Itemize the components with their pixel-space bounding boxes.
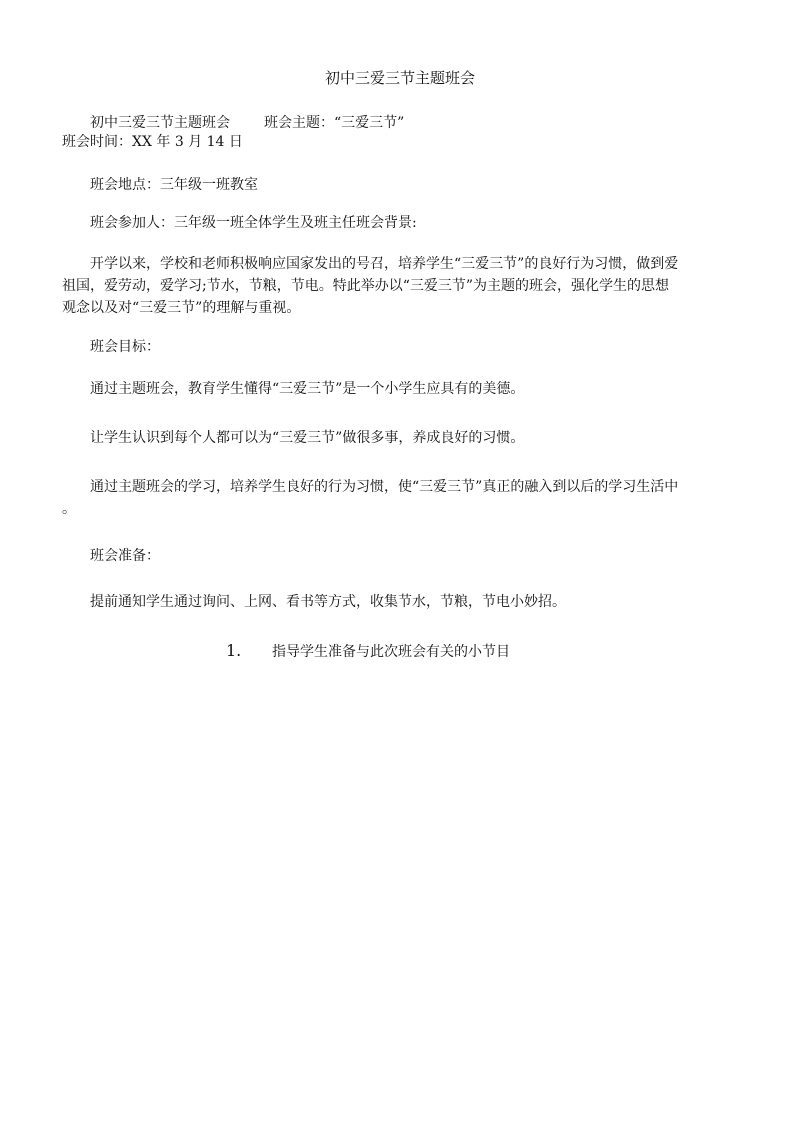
list-number: 1. bbox=[226, 641, 242, 660]
class-theme: 班会主题：“三爱三节” bbox=[264, 115, 405, 131]
background-line-2: 祖国，爱劳动，爱学习;节水，节粮，节电。特此举办以“三爱三节”为主题的班会，强化学生的思想 bbox=[62, 278, 670, 294]
document-title: 初中三爱三节主题班会 bbox=[324, 69, 475, 87]
goal-3-line-1: 通过主题班会的学习，培养学生良好的行为习惯，使“三爱三节”真正的融入到以后的学习生活中 bbox=[90, 479, 679, 495]
header-line-left: 初中三爱三节主题班会 bbox=[90, 115, 230, 131]
background-paragraph bbox=[62, 253, 742, 319]
background-line-3: 观念以及对“三爱三节”的理解与重视。 bbox=[62, 300, 301, 316]
class-time: 班会时间：XX 年 3 月 14 日 bbox=[62, 134, 243, 150]
goal-3 bbox=[62, 476, 742, 520]
class-participants: 班会参加人：三年级一班全体学生及班主任班会背景: bbox=[90, 215, 417, 231]
list-item-text: 指导学生准备与此次班会有关的小节目 bbox=[272, 644, 510, 660]
goals-heading: 班会目标： bbox=[90, 339, 160, 355]
goal-1: 通过主题班会，教育学生懂得“三爱三节”是一个小学生应具有的美德。 bbox=[90, 381, 525, 397]
prep-item: 提前通知学生通过询问、上网、看书等方式，收集节水，节粮，节电小妙招。 bbox=[90, 594, 566, 610]
background-line-1: 开学以来，学校和老师积极响应国家发出的号召，培养学生“三爱三节”的良好行为习惯，做到爱 bbox=[90, 256, 679, 272]
goal-3-line-2: 。 bbox=[62, 501, 76, 517]
prep-heading: 班会准备： bbox=[90, 548, 160, 564]
goal-2: 让学生认识到每个人都可以为“三爱三节”做很多事，养成良好的习惯。 bbox=[90, 430, 525, 446]
list-item-1 bbox=[226, 640, 510, 663]
class-location: 班会地点：三年级一班教室 bbox=[90, 177, 258, 193]
